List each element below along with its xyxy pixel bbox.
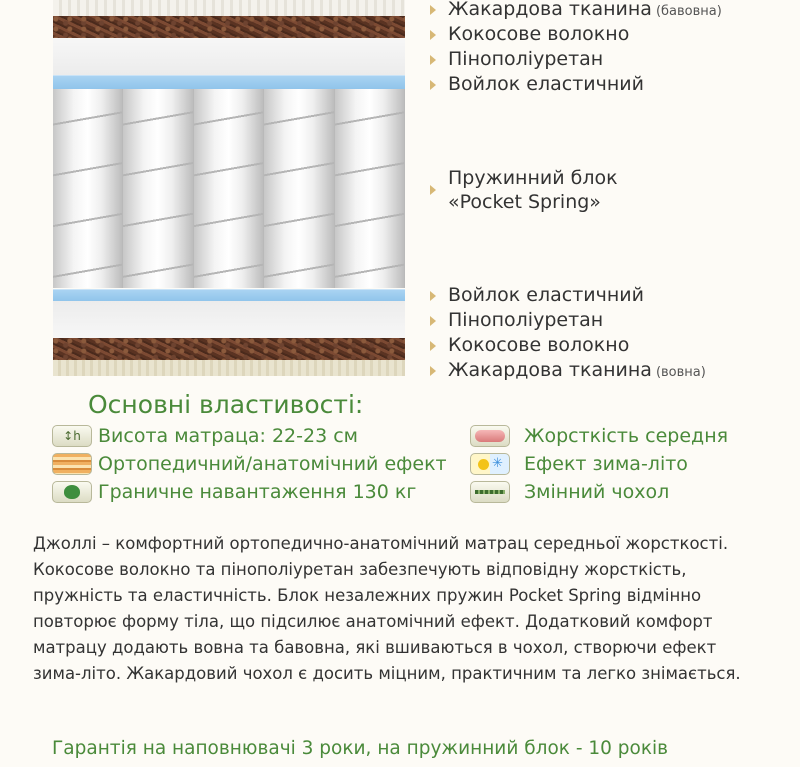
bullet-triangle-icon — [430, 316, 436, 326]
layer-label: Жакардова тканина (вовна) — [430, 358, 706, 383]
ortho-layers-icon — [52, 453, 92, 475]
foam-top-layer — [53, 38, 405, 75]
bullet-triangle-icon — [430, 5, 436, 15]
weight-icon — [52, 481, 92, 503]
bullet-triangle-icon — [430, 80, 436, 90]
property-season: ✳ Ефект зима-літо — [470, 451, 688, 477]
bullet-triangle-icon — [430, 185, 436, 195]
bullet-triangle-icon — [430, 291, 436, 301]
property-cover: Змінний чохол — [470, 479, 669, 505]
coconut-bottom-layer — [53, 338, 405, 360]
coconut-top-layer — [53, 16, 405, 38]
zipper-cover-icon — [470, 481, 510, 503]
bottom-layer-labels — [430, 283, 706, 383]
spring-block-label: Пружинний блок «Pocket Spring» — [430, 166, 618, 214]
layer-label: Пінополіуретан — [430, 47, 722, 72]
height-icon: ↕h — [52, 425, 92, 447]
property-height: ↕h Висота матраца: 22-23 см — [52, 423, 358, 449]
bullet-triangle-icon — [430, 30, 436, 40]
layer-label: Войлок еластичний — [430, 283, 706, 308]
property-ortho: Ортопедичний/анатомічний ефект — [52, 451, 447, 477]
mattress-cross-section — [53, 0, 405, 376]
warranty-text: Гарантія на наповнювачі 3 роки, на пружинний блок - 10 років — [52, 738, 669, 759]
firmness-icon — [470, 425, 510, 447]
properties-title: Основні властивості: — [88, 390, 364, 419]
foam-bottom-layer — [53, 301, 405, 338]
spring-column — [194, 89, 264, 288]
winter-summer-icon — [470, 453, 510, 475]
property-load: Граничне навантаження 130 кг — [52, 479, 416, 505]
top-layer-labels — [430, 0, 722, 97]
jacquard-top-layer — [53, 0, 405, 16]
product-description: Джоллі – комфортний ортопедично-анатомічний матрац середньої жорсткості. Кокосове волокно та пінополіуретан забезпечують відповідну жорсткість, пружність та еластичність. Блок незалежних пружин Pocket Spring відмінно повторює форму тіла, що підсилює анатомічний ефект. Додатковий комфорт матрацу додають вовна та бавовна, які вшиваються в чохол, створючи ефект зима-літо. Жакардовий чохол є досить міцним, практичним та легко знімається. — [33, 534, 741, 683]
layer-label: Пінополіуретан — [430, 308, 706, 333]
bullet-triangle-icon — [430, 341, 436, 351]
layer-label: Войлок еластичний — [430, 72, 722, 97]
property-firmness: Жорсткість середня — [470, 423, 728, 449]
layer-label: Жакардова тканина (бавовна) — [430, 0, 722, 22]
jacquard-bottom-layer — [53, 360, 405, 376]
spring-column — [335, 89, 405, 288]
spring-column — [123, 89, 193, 288]
spring-column — [53, 89, 123, 288]
bullet-triangle-icon — [430, 55, 436, 65]
bullet-triangle-icon — [430, 366, 436, 376]
layer-label: Кокосове волокно — [430, 333, 706, 358]
pocket-spring-layer — [53, 89, 405, 288]
layer-label: Кокосове волокно — [430, 22, 722, 47]
spring-column — [264, 89, 334, 288]
